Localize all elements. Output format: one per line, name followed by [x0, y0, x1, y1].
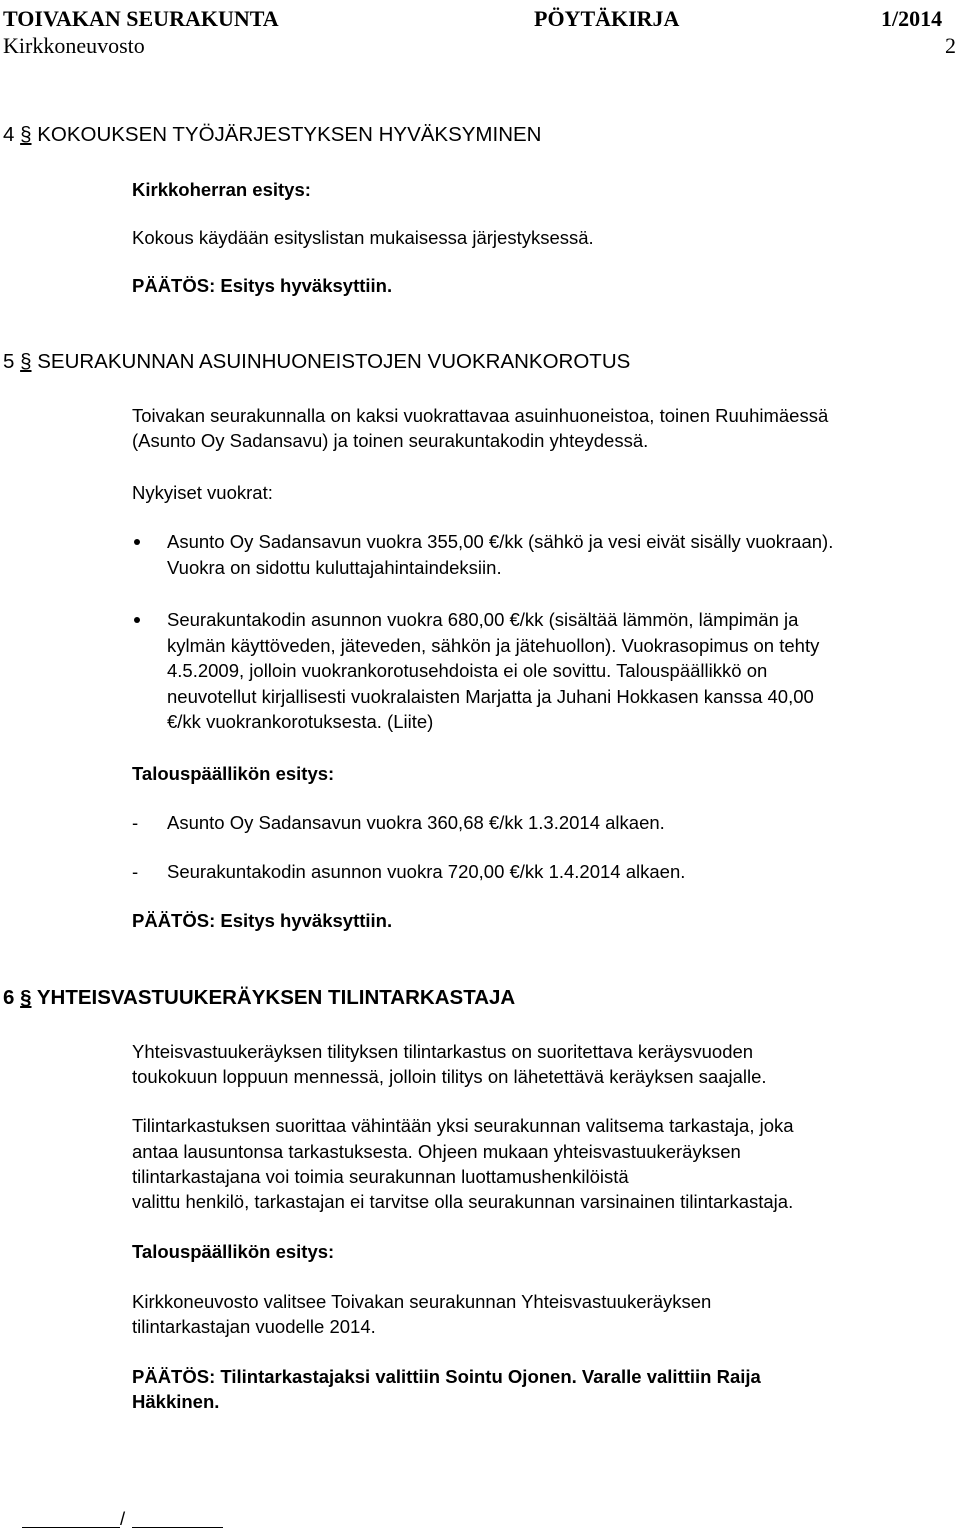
section-4-paragraph-mark: § — [20, 123, 32, 146]
section-5-bullet-1-line-2: Vuokra on sidottu kuluttajahintaindeksiin. — [167, 557, 502, 578]
section-6-para-3-line-1: Kirkkoneuvosto valitsee Toivakan seurakunnan Yhteisvastuukeräyksen — [132, 1291, 712, 1312]
section-6-number: 6 — [3, 986, 15, 1009]
section-5-proposal-1-dash: - — [132, 812, 139, 833]
section-5-current-rents-label: Nykyiset vuokrat: — [132, 482, 273, 503]
initials-line-right — [132, 1527, 223, 1528]
section-5-bullet-2-line-4: neuvotellut kirjallisesti vuokralaisten Marjatta ja Juhani Hokkasen kanssa 40,00 — [167, 686, 814, 707]
section-5-number: 5 — [3, 350, 15, 373]
section-5-bullet-2-line-1: Seurakuntakodin asunnon vuokra 680,00 €/kk (sisältää lämmön, lämpimän ja — [167, 609, 799, 630]
section-5-intro-line-1: Toivakan seurakunnalla on kaksi vuokrattavaa asuinhuoneistoa, toinen Ruuhimäessä — [132, 405, 829, 426]
section-4-text: Kokous käydään esityslistan mukaisessa järjestyksessä. — [132, 227, 594, 248]
initials-slash: / — [120, 1508, 126, 1529]
section-6-para-1-line-1: Yhteisvastuukeräyksen tilityksen tilintarkastus on suoritettava keräysvuoden — [132, 1041, 754, 1062]
header-doc-number: 1/2014 — [881, 6, 943, 31]
section-5-heading — [3, 349, 630, 375]
section-4-proposer: Kirkkoherran esitys: — [132, 179, 311, 200]
section-6-paragraph-mark: § — [20, 986, 32, 1009]
header-org: TOIVAKAN SEURAKUNTA — [3, 6, 279, 31]
section-6-para-3-line-2: tilintarkastajan vuodelle 2014. — [132, 1316, 376, 1337]
section-5-bullet-2-line-2: kylmän käyttöveden, jäteveden, sähkön ja jätehuollon). Vuokrasopimus on tehty — [167, 635, 820, 656]
section-6-para-2-line-3: tilintarkastajana voi toimia seurakunnan luottamushenkilöistä — [132, 1166, 629, 1187]
bullet-2 — [134, 617, 140, 623]
initials-line-left — [22, 1527, 120, 1528]
section-5-proposal-2-dash: - — [132, 861, 139, 882]
section-5-bullet-2-line-3: 4.5.2009, jolloin vuokrankorotusehdoista ei ole sovittu. Talouspäällikkö on — [167, 660, 768, 681]
header-body: Kirkkoneuvosto — [3, 33, 145, 58]
section-6-para-2-line-2: antaa lausuntonsa tarkastuksesta. Ohjeen mukaan yhteisvastuukeräyksen — [132, 1141, 741, 1162]
section-5-bullet-1-line-1: Asunto Oy Sadansavun vuokra 355,00 €/kk (sähkö ja vesi eivät sisälly vuokraan). — [167, 531, 834, 552]
header-page-number: 2 — [945, 33, 956, 58]
section-4-number: 4 — [3, 123, 15, 146]
section-5-intro-line-2: (Asunto Oy Sadansavu) ja toinen seurakuntakodin yhteydessä. — [132, 430, 649, 451]
section-4-title: KOKOUKSEN TYÖJÄRJESTYKSEN HYVÄKSYMINEN — [37, 123, 542, 146]
bullet-1 — [134, 539, 140, 545]
section-5-proposer: Talouspäällikön esitys: — [132, 763, 335, 784]
section-6-para-1-line-2: toukokuun loppuun mennessä, jolloin tilitys on lähetettävä keräyksen saajalle. — [132, 1066, 767, 1087]
section-6-decision-line-1: PÄÄTÖS: Tilintarkastajaksi valittiin Sointu Ojonen. Varalle valittiin Raija — [132, 1366, 761, 1387]
section-4-decision: PÄÄTÖS: Esitys hyväksyttiin. — [132, 275, 393, 296]
section-5-proposal-2: Seurakuntakodin asunnon vuokra 720,00 €/kk 1.4.2014 alkaen. — [167, 861, 686, 882]
section-5-title: SEURAKUNNAN ASUINHUONEISTOJEN VUOKRANKOROTUS — [37, 350, 631, 373]
section-6-heading — [3, 985, 515, 1011]
section-5-decision: PÄÄTÖS: Esitys hyväksyttiin. — [132, 910, 393, 931]
section-6-para-2-line-4: valittu henkilö, tarkastajan ei tarvitse olla seurakunnan varsinainen tilintarkastaja. — [132, 1191, 794, 1212]
section-6-proposer: Talouspäällikön esitys: — [132, 1241, 335, 1262]
section-6-title: YHTEISVASTUUKERÄYKSEN TILINTARKASTAJA — [36, 986, 516, 1009]
section-5-paragraph-mark: § — [20, 350, 32, 373]
section-5-bullet-2-line-5: €/kk vuokrankorotuksesta. (Liite) — [167, 711, 434, 732]
section-5-proposal-1: Asunto Oy Sadansavun vuokra 360,68 €/kk 1.3.2014 alkaen. — [167, 812, 665, 833]
section-4-heading — [3, 122, 542, 148]
section-6-decision-line-2: Häkkinen. — [132, 1391, 220, 1412]
header-doc-type: PÖYTÄKIRJA — [534, 6, 680, 31]
section-6-para-2-line-1: Tilintarkastuksen suorittaa vähintään yksi seurakunnan valitsema tarkastaja, joka — [132, 1115, 794, 1136]
